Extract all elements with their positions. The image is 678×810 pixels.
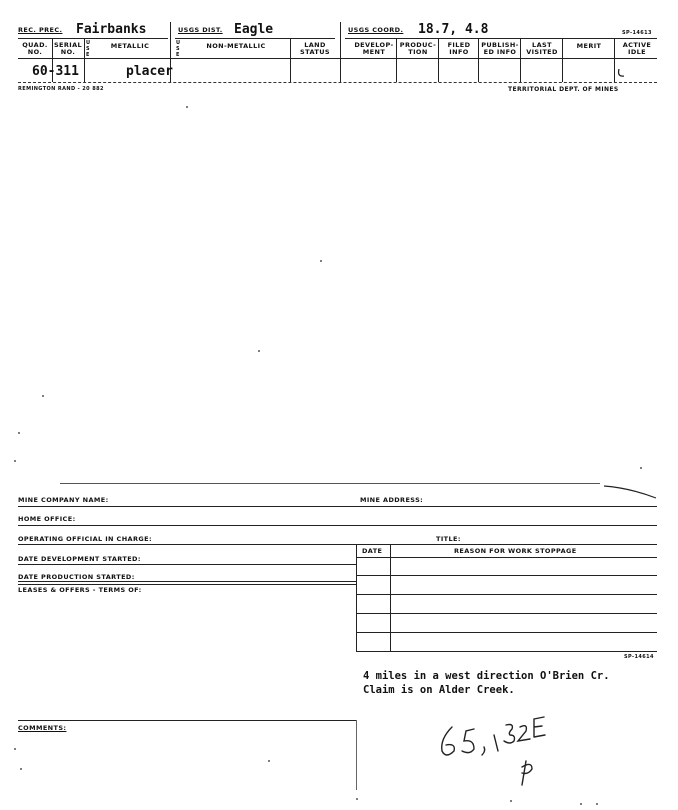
col-metallic: METALLIC <box>110 42 150 50</box>
rec-prec-value: Fairbanks <box>76 22 147 37</box>
comments-label: COMMENTS: <box>18 724 67 732</box>
typed-note-line-1: 4 miles in a west direction O'Brien Cr. <box>363 670 610 682</box>
record-quad-serial: 60-311 <box>32 64 79 79</box>
mine-address-label: MINE ADDRESS: <box>360 496 424 504</box>
home-office-label: HOME OFFICE: <box>18 515 76 523</box>
col-active-idle: ACTIVE IDLE <box>622 41 652 56</box>
col-use-nonmetallic: U S E <box>176 40 181 58</box>
col-use-metallic: U S E <box>86 40 91 58</box>
printer-note: REMINGTON RAND - 20 882 <box>18 86 104 92</box>
date-production-started-label: DATE PRODUCTION STARTED: <box>18 573 135 581</box>
record-metallic: placer <box>126 64 173 79</box>
col-non-metallic: NON-METALLIC <box>206 42 266 50</box>
usgs-coord-value: 18.7, 4.8 <box>418 22 489 37</box>
operating-official-label: OPERATING OFFICIAL IN CHARGE: <box>18 535 152 543</box>
col-last-visited: LAST VISITED <box>526 41 558 56</box>
title-label: TITLE: <box>436 535 461 543</box>
col-filed-info: FILED INFO <box>447 41 471 56</box>
col-merit: MERIT <box>576 42 602 50</box>
department-name: TERRITORIAL DEPT. OF MINES <box>508 86 619 93</box>
col-development: DEVELOP- MENT <box>354 41 394 56</box>
col-production: PRODUC- TION <box>399 41 437 56</box>
col-serial-no: SERIAL NO. <box>53 41 83 56</box>
date-development-started-label: DATE DEVELOPMENT STARTED: <box>18 555 141 563</box>
scribble-stroke <box>600 480 660 500</box>
reason-col-label: REASON FOR WORK STOPPAGE <box>454 547 577 555</box>
usgs-coord-label: USGS COORD. <box>348 26 404 34</box>
form-number-top: SP-14613 <box>622 30 652 36</box>
handwritten-annotation <box>430 705 560 795</box>
usgs-dist-value: Eagle <box>234 22 274 37</box>
form-number-bottom: SP-14614 <box>624 654 654 660</box>
typed-note-line-2: Claim is on Alder Creek. <box>363 684 515 696</box>
mine-company-name-label: MINE COMPANY NAME: <box>18 496 109 504</box>
col-land-status: LAND STATUS <box>300 41 330 56</box>
rec-prec-label: REC. PREC. <box>18 26 63 34</box>
usgs-dist-label: USGS DIST. <box>178 26 223 34</box>
date-col-label: DATE <box>362 547 383 555</box>
col-published-info: PUBLISH- ED INFO <box>481 41 519 56</box>
col-quad-no: QUAD. NO. <box>22 41 48 56</box>
active-idle-check-mark <box>616 66 630 80</box>
leases-offers-label: LEASES & OFFERS - TERMS OF: <box>18 586 142 594</box>
